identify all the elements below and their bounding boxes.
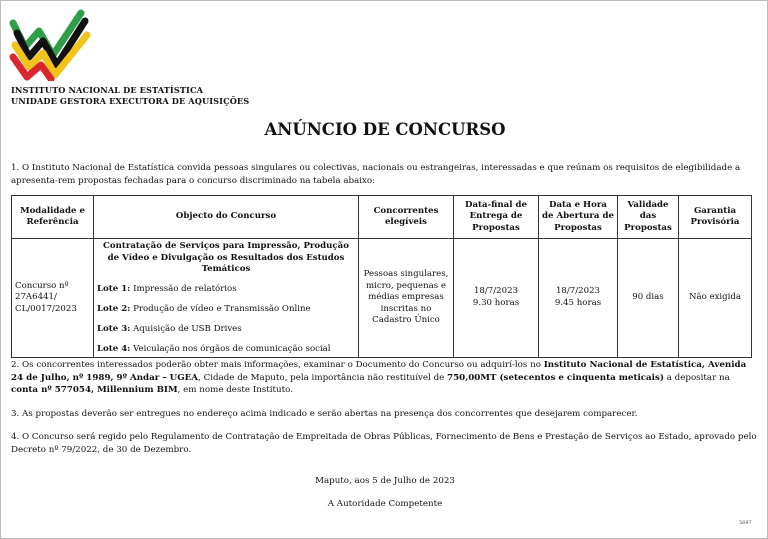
col-modalidade: Modalidade e Referência <box>12 196 94 239</box>
list-item: Lote 2: Produção de vídeo e Transmissão Online <box>97 304 311 314</box>
ine-logo <box>9 7 91 81</box>
objecto-title: Contratação de Serviços para Impressão, Produção de Vídeo e Divulgação os Resultados dos Estudos Temáticos <box>103 241 349 274</box>
table-row <box>12 239 752 358</box>
document-code: 5697 <box>739 520 752 526</box>
col-data-abertura: Data e Hora de Abertura de Propostas <box>539 196 618 239</box>
col-data-final: Data-final de Entrega de Propostas <box>454 196 539 239</box>
paragraph-2: 2. Os concorrentes interessados poderão obter mais informações, examinar o Documento do Concurso ou adquirí-los no Instituto Nacional de Estatística, Avenida 24 de Julho, nº 1989, 9º Andar – UGEA, Cidade de Maputo, pela importância não restituível de 750,00MT (setecentos e cinquenta meticais) a depositar na conta nº 577054, Millennium BIM, em nome deste Instituto. <box>11 360 747 395</box>
col-validade: Validade das Propostas <box>618 196 679 239</box>
org-name: INSTITUTO NACIONAL DE ESTATÍSTICA <box>11 85 204 95</box>
place-date: Maputo, aos 5 de Julho de 2023 <box>315 476 455 486</box>
paragraph-1: 1. O Instituto Nacional de Estatística convida pessoas singulares ou colectivas, nacionais ou estrangeiras, interessadas e que reúnam os requisitos de elegibilidade a apresenta-rem propostas fechadas para o concurso discriminado na tabela abaixo: <box>11 163 741 186</box>
list-item: Lote 3: Aquisição de USB Drives <box>97 324 242 334</box>
cell-garantia: Não exigida <box>679 239 752 358</box>
col-concorrentes: Concorrentes elegíveis <box>359 196 454 239</box>
col-garantia: Garantia Provisória <box>679 196 752 239</box>
table-header-row <box>12 196 752 239</box>
col-objecto: Objecto do Concurso <box>94 196 359 239</box>
cell-objecto <box>94 239 359 358</box>
paragraph-4: 4. O Concurso será regido pelo Regulamento de Contratação de Empreitada de Obras Públicas, Fornecimento de Bens e Prestação de Serviços ao Estado, aprovado pelo Decreto nº 79/2022, de 30 de Dezembro. <box>11 432 757 455</box>
org-header <box>11 85 249 107</box>
cell-data-abertura: 18/7/2023 9.45 horas <box>539 239 618 358</box>
list-item: Lote 4: Veiculação nos órgãos de comunicação social <box>97 344 331 354</box>
list-item: Lote 1: Impressão de relatórios <box>97 284 237 294</box>
cell-validade: 90 dias <box>618 239 679 358</box>
page-title: ANÚNCIO DE CONCURSO <box>264 120 506 139</box>
cell-concorrentes: Pessoas singulares, micro, pequenas e médias empresas inscritas no Cadastro Único <box>359 239 454 358</box>
signature-authority: A Autoridade Competente <box>327 499 443 509</box>
paragraph-3: 3. As propostas deverão ser entregues no endereço acima indicado e serão abertas na presença dos concorrentes que desejarem comparecer. <box>11 409 638 419</box>
tender-table <box>11 195 752 358</box>
cell-data-final: 18/7/2023 9.30 horas <box>454 239 539 358</box>
org-unit: UNIDADE GESTORA EXECUTORA DE AQUISIÇÕES <box>11 96 250 106</box>
cell-modalidade: Concurso nº 27A6441/ CL/0017/2023 <box>12 239 94 358</box>
